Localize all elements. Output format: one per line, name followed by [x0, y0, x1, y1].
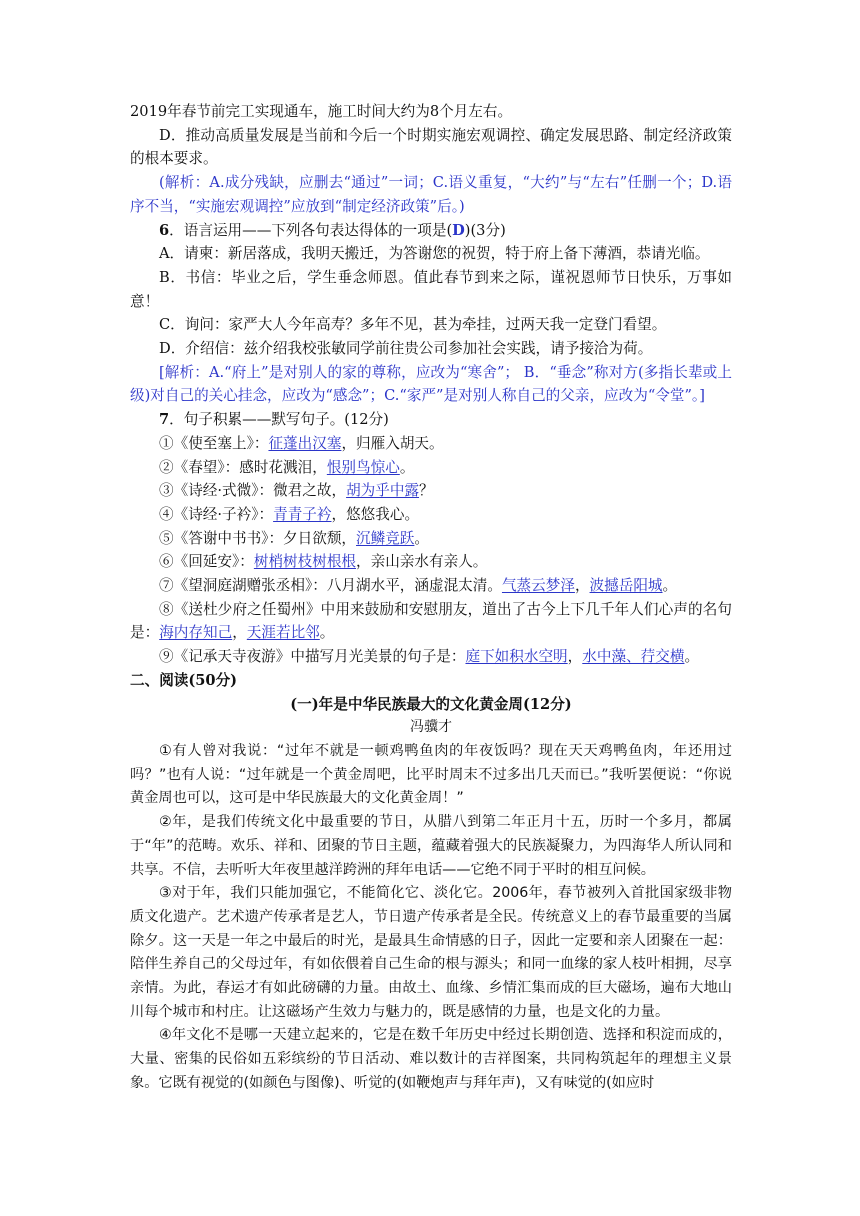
- sentence-2: [130, 456, 732, 480]
- sentence-prompt: ⑨《记承天寺夜游》中描写月光美景的句子是：: [159, 648, 466, 666]
- analysis-5: (解析：A.成分残缺，应删去“通过”一词；C.语义重复，“大约”与“左右”任删一个；D.语序不当，“实施宏观调控”应放到“制定经济政策”后。): [130, 174, 732, 215]
- option-6d: D．介绍信：兹介绍我校张敏同学前往贵公司参加社会实践，请予接洽为荷。: [159, 340, 653, 358]
- sentence-7: [130, 574, 732, 598]
- sentence-prompt: ⑥《回延安》：: [159, 553, 254, 571]
- option-5d: D．推动高质量发展是当前和今后一个时期实施宏观调控、确定发展思路、制定经济政策的根本要求。: [130, 126, 732, 168]
- sentence-tail: ，亲山亲水有亲人。: [356, 553, 488, 571]
- sentence-separator: ，: [232, 624, 247, 642]
- sentence-4: [130, 503, 732, 527]
- sentence-answer: 青青子衿: [273, 505, 332, 523]
- sentence-9: [130, 645, 732, 669]
- option-6c: C．询问：家严大人今年高寿？多年不见，甚为牵挂，过两天我一定登门看望。: [159, 316, 667, 334]
- question-7: [130, 408, 732, 432]
- sentence-answer: 沉鳞竞跃: [356, 529, 415, 547]
- question-number: 6: [159, 221, 170, 239]
- sentence-separator: ，: [567, 648, 583, 666]
- sentence-answer: 庭下如积水空明: [465, 648, 568, 666]
- sentence-prompt: ⑤《答谢中书书》：夕日欲颓，: [159, 529, 357, 547]
- section-heading: 二、阅读(50分): [130, 671, 238, 689]
- sentence-tail: ？: [419, 482, 434, 500]
- sentence-6: [130, 550, 732, 574]
- sentence-tail: ，悠悠我心。: [331, 505, 420, 523]
- text-line: 2019年春节前完工实现通车，施工时间大约为8个月左右。: [130, 103, 513, 120]
- article-paragraph-2: ②年，是我们传统文化中最重要的节日，从腊八到第二年正月十五，历时一个多月，都属于“年”的范畴。欢乐、祥和、团聚的节日主题，蕴藏着强大的民族凝聚力，为四海华人所认同和共享。不信，去听听大年夜里越洋跨洲的拜年电话——它绝不同于平时的相互问候。: [130, 814, 732, 878]
- option-6a: A．请柬：新居落成，我明天搬迁，为答谢您的祝贺，特于府上备下薄酒，恭请光临。: [159, 245, 710, 263]
- sentence-tail: 。: [399, 458, 415, 476]
- sentence-prompt: ⑦《望洞庭湖赠张丞相》：八月湖水平，涵虚混太清。: [159, 577, 502, 595]
- sentence-tail: 。: [414, 529, 430, 547]
- sentence-tail: 。: [684, 648, 700, 666]
- sentence-answer: 气蒸云梦泽: [501, 577, 575, 595]
- sentence-tail: 。: [662, 577, 678, 595]
- sentence-8: [130, 598, 732, 645]
- sentence-prompt: ④《诗经·子衿》：: [159, 505, 274, 523]
- sentence-tail: 。: [319, 624, 335, 642]
- sentence-answer: 波撼岳阳城: [589, 577, 663, 595]
- sentence-prompt: ①《使至塞上》：: [159, 434, 269, 452]
- sentence-answer: 恨别鸟惊心: [326, 458, 400, 476]
- sentence-answer: 海内存知己: [159, 624, 233, 642]
- sentence-3: [130, 479, 732, 503]
- sentence-tail: ，归雁入胡天。: [341, 434, 444, 452]
- question-6: [130, 219, 732, 243]
- question-number: 7: [159, 411, 170, 429]
- article-paragraph-4: ④年文化不是哪一天建立起来的，它是在数千年历史中经过长期创造、选择和积淀而成的，大量、密集的民俗如五彩缤纷的节日活动、难以数计的吉祥图案，共同构筑起年的理想主义景象。它既有视觉的(如颜色与图像)、听觉的(如鞭炮声与拜年声)，又有味觉的(如应时: [130, 1027, 732, 1091]
- question-score: )(3分): [464, 221, 506, 239]
- option-6b: B．书信：毕业之后，学生垂念师恩。值此春节到来之际，谨祝恩师节日快乐，万事如意！: [130, 268, 732, 310]
- sentence-1: [130, 432, 732, 456]
- article-title: (一)年是中华民族最大的文化黄金周(12分): [290, 695, 572, 713]
- sentence-answer: 水中藻、荇交横: [582, 648, 685, 666]
- article-paragraph-3: ③对于年，我们只能加强它，不能简化它、淡化它。2006年，春节被列入首批国家级非物质文化遗产。艺术遗产传承者是艺人，节日遗产传承者是全民。传统意义上的春节最重要的当属除夕。这一天是一年之中最后的时光，是最具生命情感的日子，因此一定要和亲人团聚在一起：陪伴生养自己的父母过年，有如依偎着自己生命的根与源头；和同一血缘的家人枝叶相拥，尽享亲情。为此，春运才有如此磅礴的力量。由故土、血缘、乡情汇集而成的巨大磁场，遍布大地山川每个城市和村庄。让这磁场产生效力与魅力的，既是感情的力量，也是文化的力量。: [130, 885, 732, 1020]
- article-author: 冯骥才: [410, 719, 452, 736]
- analysis-6: [解析：A.“府上”是对别人的家的尊称，应改为“寒舍”； B．“垂念”称对方(多指长辈或上级)对自己的关心挂念，应改为“感念”；C.“家严”是对别人称自己的父亲，应改为“令堂”。]: [130, 363, 732, 405]
- sentence-prompt: ③《诗经·式微》：微君之故，: [159, 482, 347, 500]
- sentence-5: [130, 527, 732, 551]
- question-text: ．句子积累——默写句子。(12分): [169, 411, 389, 429]
- article-paragraph-1: ①有人曾对我说：“过年不就是一顿鸡鸭鱼肉的年夜饭吗？现在天天鸡鸭鱼肉，年还用过吗？”也有人说：“过年就是一个黄金周吧，比平时周末不过多出几天而已。”我听罢便说：“你说黄金周也可以，这可是中华民族最大的文化黄金周！”: [130, 742, 732, 807]
- sentence-prompt: ②《春望》：感时花溅泪，: [159, 458, 327, 476]
- sentence-separator: ，: [574, 577, 590, 595]
- sentence-answer: 征蓬出汉塞: [268, 434, 342, 452]
- sentence-answer: 天涯若比邻: [246, 624, 320, 642]
- document-body: [130, 100, 732, 1096]
- sentence-answer: 树梢树枝树根根: [253, 553, 357, 571]
- answer-choice: D: [452, 221, 465, 239]
- question-text: ．语言运用——下列各句表达得体的一项是(: [169, 221, 453, 239]
- sentence-answer: 胡为乎中露: [346, 482, 420, 500]
- sentence-prompt: ⑧《送杜少府之任蜀州》中用来鼓励和安慰朋友，道出了古今上下几千年人们心声的名句是：: [130, 600, 732, 642]
